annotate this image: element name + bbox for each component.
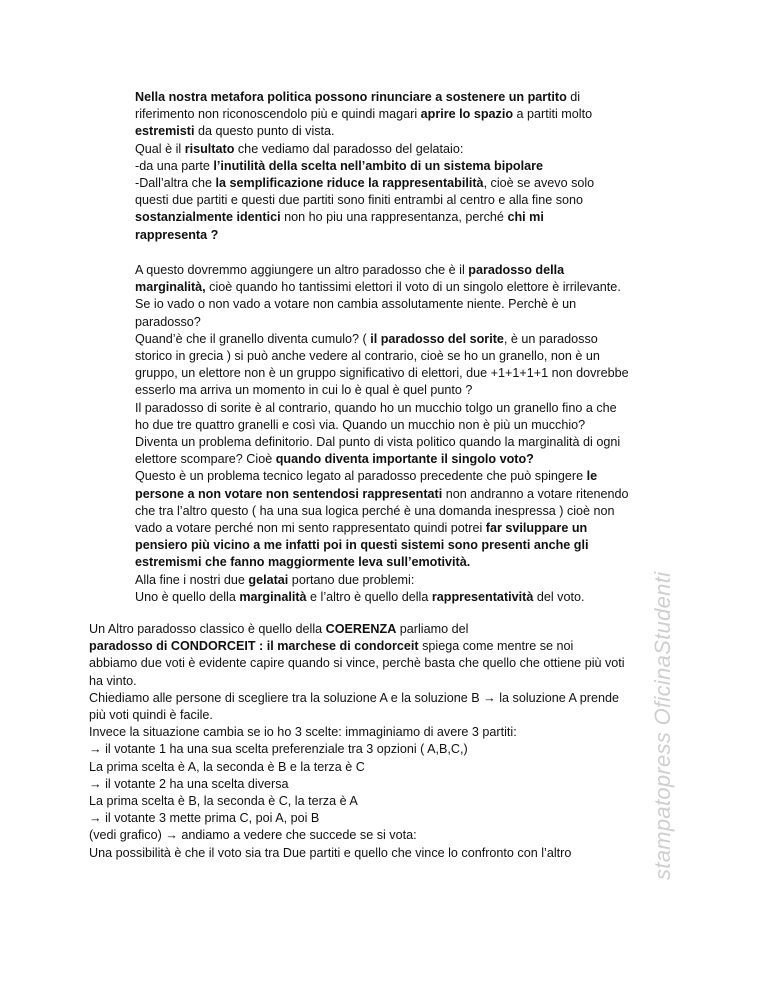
text-line [135, 434, 680, 451]
text-run: Una possibilità è che il voto sia tra Due partiti e quello che vince lo confronto con l’altro [89, 845, 572, 860]
text-line [135, 175, 680, 192]
text-line [135, 520, 680, 537]
text-run: non andranno a votare ritenendo [442, 486, 629, 501]
text-run: Quand’è che il granello diventa cumulo? ( [135, 331, 371, 346]
text-run: La prima scelta è A, la seconda è B e la terza è C [89, 759, 365, 774]
text-run: → il votante 3 mette prima C, poi A, poi B [89, 811, 320, 826]
text-line [89, 827, 689, 844]
text-run: Alla fine i nostri due [135, 572, 249, 587]
text-run: Qual è il [135, 141, 185, 156]
text-line [89, 810, 689, 827]
text-run: , cioè se avevo solo [483, 176, 595, 191]
text-run: → il votante 1 ha una sua scelta preferenziale tra 3 opzioni ( A,B,C,) [89, 742, 468, 757]
text-line [135, 365, 680, 382]
text-line [135, 106, 680, 123]
text-run: del voto. [533, 589, 585, 604]
text-run: storico in grecia ) si può anche vedere al contrario, cioè se ho un granello, non è un [135, 349, 600, 364]
bold-run: gelatai [248, 572, 289, 587]
text-run: -Dall’altra che [135, 176, 216, 191]
text-line [89, 690, 689, 707]
text-line [135, 141, 680, 158]
text-run: esserlo ma arriva un momento in cui lo è qual è quel punto ? [135, 383, 473, 398]
text-run: questi due partiti e questi due partiti sono finiti entrambi al centro e alla fine sono [135, 193, 584, 208]
text-line [135, 89, 680, 106]
text-line [135, 451, 680, 468]
bold-run: chi mi [507, 210, 544, 225]
text-line [135, 537, 680, 554]
text-run: Questo è un problema tecnico legato al paradosso precedente che può spingere [135, 469, 587, 484]
text-line [135, 331, 680, 348]
bold-run: marginalità, [135, 280, 206, 295]
text-line [135, 314, 680, 331]
text-run: A questo dovremmo aggiungere un altro paradosso che è il [135, 263, 469, 277]
bold-run: Nella nostra metafora politica possono rinunciare a sostenere un partito [135, 90, 567, 104]
bold-run: rappresentatività [431, 589, 534, 604]
text-run: → il votante 2 ha una scelta diversa [89, 776, 289, 791]
bold-run: paradosso di CONDORCEIT : il marchese di condorceit [89, 639, 419, 654]
text-line [89, 655, 689, 672]
text-line [135, 123, 680, 140]
bold-run: far sviluppare un [485, 521, 588, 536]
text-line [135, 468, 680, 485]
text-run: riferimento non riconoscendolo più e quindi magari [135, 107, 421, 122]
bold-run: quando diventa importante il singolo voto? [275, 452, 534, 467]
text-line [135, 296, 680, 313]
text-run: che vediamo dal paradosso del gelataio: [234, 141, 464, 156]
text-run: elettore scompare? Cioè [135, 452, 276, 467]
text-line [135, 192, 680, 209]
text-run: da questo punto di vista. [194, 124, 335, 139]
text-line [89, 724, 689, 741]
bold-run: la semplificazione riduce la rappresentabilità [215, 176, 484, 191]
text-line [89, 776, 689, 793]
watermark: stampatopress OficinaStudenti [650, 571, 675, 880]
text-run: che tra l’altro questo ( ha una sua logica perché è una domanda inespressa ) cioè non [135, 503, 615, 518]
text-run: (vedi grafico) → andiamo a vedere che succede se si vota: [89, 828, 417, 843]
bold-run: marginalità [239, 589, 307, 604]
text-line [89, 759, 689, 776]
text-line [135, 279, 680, 296]
text-run: ho due tre quattro granelli e così via. Quando un mucchio non è più un mucchio? [135, 417, 586, 432]
text-run: -da una parte [135, 158, 214, 173]
text-line [89, 621, 689, 638]
text-run: a partiti molto [513, 107, 593, 122]
bold-run: il paradosso del sorite [370, 331, 504, 346]
text-line [89, 638, 689, 655]
text-line [135, 227, 680, 244]
text-line [135, 417, 680, 434]
text-run: parliamo del [396, 622, 469, 636]
text-line [135, 554, 680, 571]
bold-run: le [586, 469, 598, 484]
text-run: spiega come mentre se noi [418, 639, 574, 654]
bold-run: estremismi che fanno maggiormente leva sull’emotività. [135, 555, 471, 570]
text-run: Un Altro paradosso classico è quello della [89, 622, 326, 636]
paragraph-paradosso-marginalita [135, 262, 680, 606]
bold-run: l’inutilità della scelta nell’ambito di un sistema bipolare [213, 158, 544, 173]
text-run: gruppo, un elettore non è un gruppo significativo di elettori, due +1+1+1+1 non dovrebbe [135, 366, 629, 381]
text-run: paradosso? [135, 314, 201, 329]
text-line [135, 400, 680, 417]
paragraph-paradosso-condorceit [89, 621, 689, 862]
paragraph-metafora-politica [135, 89, 680, 244]
text-line [89, 793, 689, 810]
text-line [135, 486, 680, 503]
text-run: portano due problemi: [288, 572, 415, 587]
bold-run: pensiero più vicino a me infatti poi in questi sistemi sono presenti anche gli [135, 538, 589, 553]
bold-run: aprire lo spazio [420, 107, 514, 122]
bold-run: estremisti [135, 124, 195, 139]
text-run: Uno è quello della [135, 589, 240, 604]
text-run: più voti quindi è facile. [89, 708, 213, 723]
bold-run: COERENZA [325, 622, 397, 636]
text-line [135, 572, 680, 589]
text-line [135, 158, 680, 175]
text-run: Chiediamo alle persone di scegliere tra la soluzione A e la soluzione B → la soluzione A prende [89, 690, 619, 705]
text-run: , è un paradosso [503, 331, 598, 346]
text-run: abbiamo due voti è evidente capire quando si vince, perchè basta che quello che ottiene più voti [89, 656, 625, 671]
text-run: Il paradosso di sorite è al contrario, quando ho un mucchio tolgo un granello fino a che [135, 400, 617, 415]
text-run: di [566, 90, 581, 104]
text-line [135, 348, 680, 365]
text-run: Diventa un problema definitorio. Dal punto di vista politico quando la marginalità di ogni [135, 435, 621, 450]
text-run: e l’altro è quello della [306, 589, 432, 604]
text-line [135, 589, 680, 606]
text-run: La prima scelta è B, la seconda è C, la terza è A [89, 794, 358, 809]
bold-run: persone a non votare non sentendosi rappresentati [135, 486, 443, 501]
text-line [89, 845, 689, 862]
text-line [135, 382, 680, 399]
text-run: vado a votare perché non mi sento rappresentato quindi potrei [135, 521, 486, 536]
text-run: Se io vado o non vado a votare non cambia assolutamente niente. Perchè è un [135, 297, 577, 312]
bold-run: risultato [184, 141, 235, 156]
text-line [89, 741, 689, 758]
text-run: non ho piu una rappresentanza, perché [280, 210, 508, 225]
text-run: cioè quando ho tantissimi elettori il voto di un singolo elettore è irrilevante. [205, 280, 621, 295]
bold-run: sostanzialmente identici [135, 210, 281, 225]
text-line [135, 262, 680, 279]
text-run: Invece la situazione cambia se io ho 3 scelte: immaginiamo di avere 3 partiti: [89, 725, 517, 740]
text-line [89, 707, 689, 724]
text-run: ha vinto. [89, 673, 137, 688]
bold-run: paradosso della [468, 263, 565, 277]
text-line [135, 503, 680, 520]
bold-run: rappresenta ? [135, 227, 219, 242]
text-line [89, 673, 689, 690]
text-line [135, 209, 680, 226]
